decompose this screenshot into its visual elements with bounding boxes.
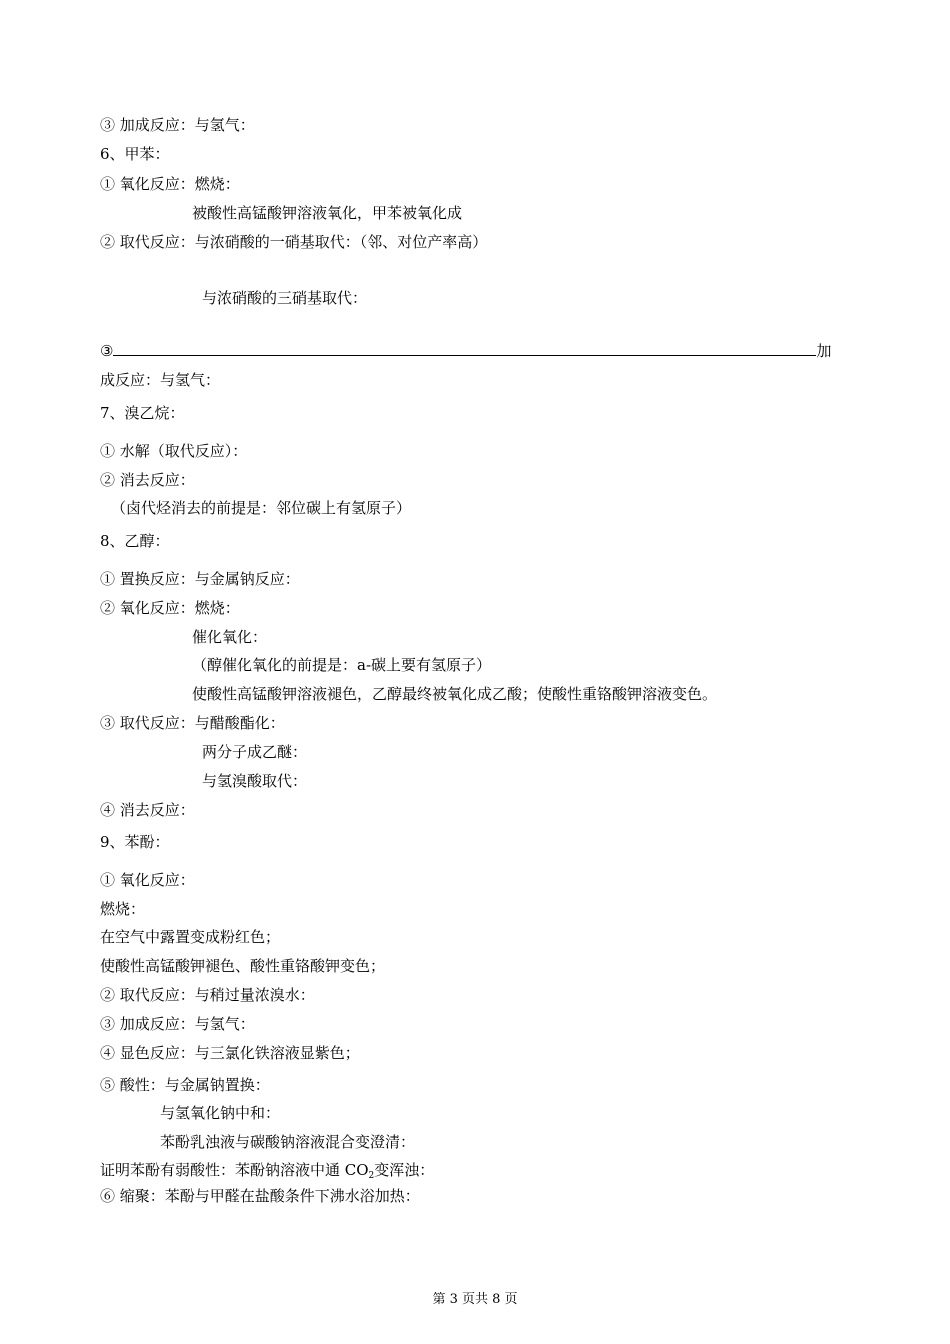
text-line: 燃烧： — [100, 900, 146, 918]
section-heading: 8、乙醇： — [100, 532, 170, 550]
text-line: 与氢氧化钠中和： — [160, 1104, 281, 1122]
text-line: ④ 消去反应： — [100, 801, 195, 819]
note-line: （醇催化氧化的前提是：a-碳上要有氢原子） — [192, 656, 492, 674]
text-line: 苯酚乳浊液与碳酸钠溶液混合变澄清： — [160, 1133, 416, 1151]
text-line: 使酸性高锰酸钾溶液褪色，乙醇最终被氧化成乙酸；使酸性重铬酸钾溶液变色。 — [192, 685, 718, 703]
text-line: ③ 加成反应：与氢气： — [100, 1015, 255, 1033]
text-line: 催化氧化： — [192, 628, 268, 646]
answer-blank — [113, 341, 816, 356]
circled-number: ③ — [100, 342, 114, 360]
subscript: 2 — [368, 1171, 375, 1181]
text-line: 在空气中露置变成粉红色； — [100, 928, 281, 946]
text-line: ① 氧化反应： — [100, 871, 195, 889]
text-line: ① 水解（取代反应）： — [100, 442, 248, 460]
text-line: ③ 加成反应：与氢气： — [100, 116, 255, 134]
page-footer: 第 3 页共 8 页 — [432, 1292, 518, 1307]
text-line: 与氢溴酸取代： — [202, 772, 308, 790]
fill-in-line — [100, 341, 831, 361]
text-line — [100, 1160, 434, 1180]
text-line: ② 氧化反应：燃烧： — [100, 599, 240, 617]
text-line: ② 取代反应：与浓硝酸的一硝基取代：（邻、对位产率高） — [100, 233, 488, 251]
text-line: 使酸性高锰酸钾褪色、酸性重铬酸钾变色； — [100, 957, 386, 975]
text-fragment: 变浑浊： — [374, 1161, 435, 1179]
text-line: ⑤ 酸性：与金属钠置换： — [100, 1076, 270, 1094]
text-line: 与浓硝酸的三硝基取代： — [202, 289, 368, 307]
text-line: ⑥ 缩聚：苯酚与甲醛在盐酸条件下沸水浴加热： — [100, 1187, 420, 1205]
text-line: ① 置换反应：与金属钠反应： — [100, 570, 300, 588]
text-line: ② 消去反应： — [100, 471, 195, 489]
text-line: 成反应：与氢气： — [100, 371, 221, 389]
note-line: （卤代烃消去的前提是：邻位碳上有氢原子） — [111, 499, 412, 517]
section-heading: 9、苯酚： — [100, 833, 170, 851]
wrapped-text: 加 — [816, 342, 832, 360]
text-line: ③ 取代反应：与醋酸酯化： — [100, 714, 285, 732]
text-fragment: 证明苯酚有弱酸性：苯酚钠溶液中通 CO — [100, 1161, 369, 1179]
text-line: 两分子成乙醚： — [202, 743, 308, 761]
section-heading: 7、溴乙烷： — [100, 404, 185, 422]
text-line: ④ 显色反应：与三氯化铁溶液显紫色； — [100, 1044, 360, 1062]
text-line: 被酸性高锰酸钾溶液氧化，甲苯被氧化成 — [192, 204, 463, 222]
text-line: ① 氧化反应：燃烧： — [100, 175, 240, 193]
section-heading: 6、甲苯： — [100, 145, 170, 163]
text-line: ② 取代反应：与稍过量浓溴水： — [100, 986, 315, 1004]
